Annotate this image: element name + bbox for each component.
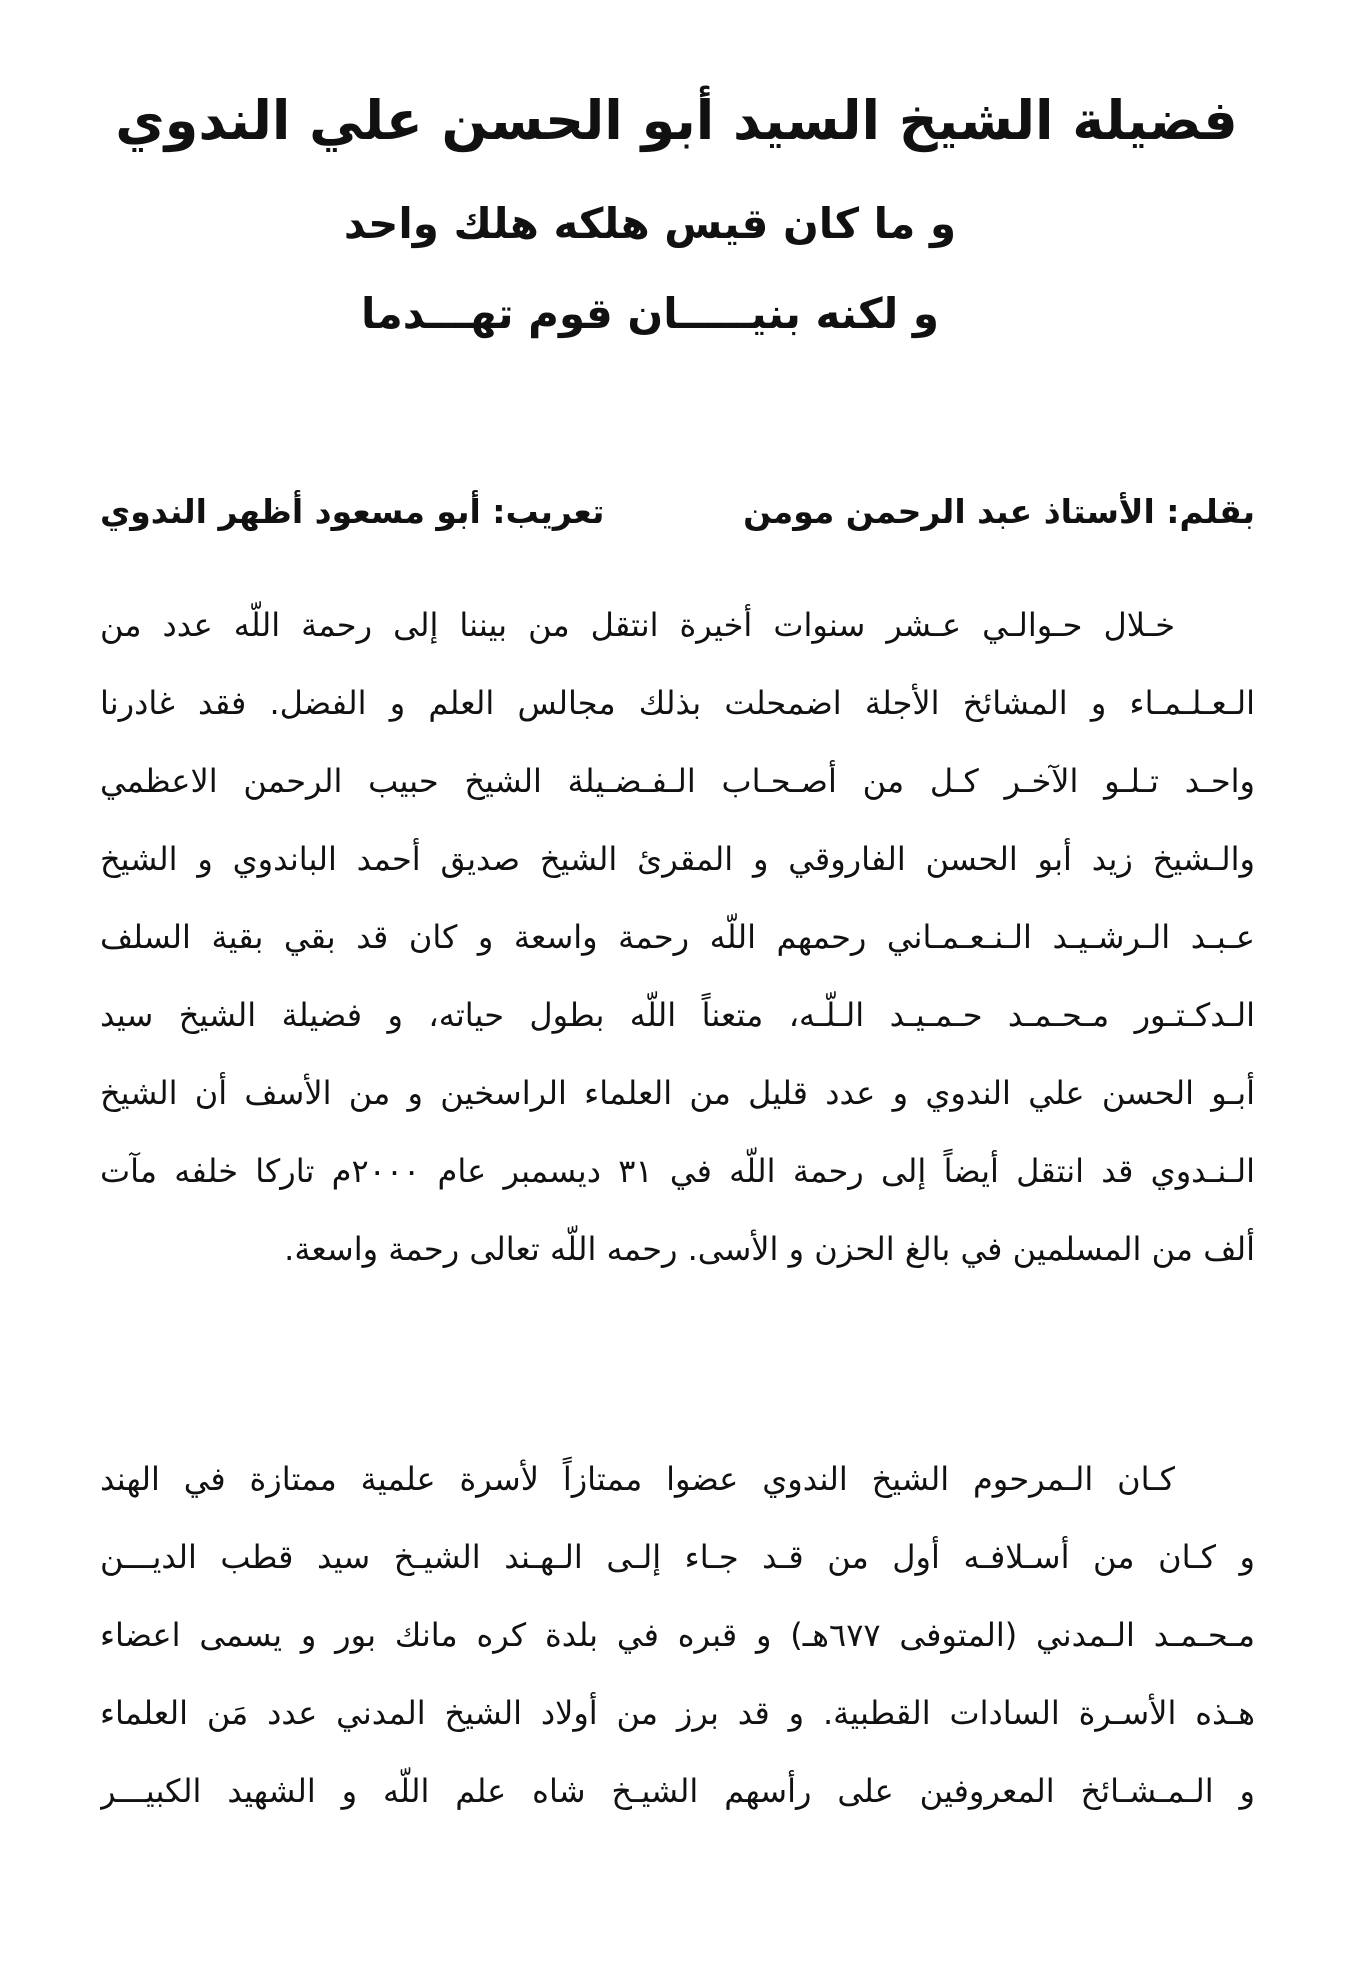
byline <box>100 488 1255 536</box>
author-credit: بقلم: الأستاذ عبد الرحمن مومن <box>743 492 1255 531</box>
paragraph-line: واحـد تـلـو الآخـر كـل من أصـحـاب الـفـضـيلة الشيخ حبيب الرحمن الاعظمي <box>100 762 1255 800</box>
paragraph-line: والـشيخ زيد أبو الحسن الفاروقي و المقرئ الشيخ صديق أحمد الباندوي و الشيخ <box>100 840 1255 878</box>
paragraph-line: خـلال حـوالـي عـشر سنوات أخيرة انتقل من بيننا إلى رحمة اللّه عدد من <box>100 606 1175 644</box>
paragraph-line: الـنـدوي قد انتقل أيضاً إلى رحمة اللّه في ٣١ ديسمبر عام ٢٠٠٠م تاركا خلفه مآت <box>100 1152 1255 1190</box>
verse-line-2: و لكنه بنيـــــان قوم تهـــدما <box>360 289 940 338</box>
body-paragraph-2 <box>100 1440 1255 1830</box>
page-title: فضيلة الشيخ السيد أبو الحسن علي الندوي <box>115 89 1238 152</box>
paragraph-line: الـعـلـمـاء و المشائخ الأجلة اضمحلت بذلك مجالس العلم و الفضل. فقد غادرنا <box>100 684 1255 722</box>
paragraph-line: و الـمـشـائخ المعروفين على رأسهم الشيـخ شاه علم اللّه و الشهيد الكبيـــر <box>100 1772 1255 1810</box>
paragraph-line: أبـو الحسن علي الندوي و عدد قليل من العلماء الراسخين و من الأسف أن الشيخ <box>100 1074 1255 1112</box>
translator-credit: تعريب: أبو مسعود أظهر الندوي <box>100 492 605 531</box>
paragraph-line: عـبـد الـرشـيـد الـنـعـمـاني رحمهم اللّه رحمة واسعة و كان قد بقي بقية السلف <box>100 918 1255 956</box>
paragraph-line: كـان الـمرحوم الشيخ الندوي عضوا ممتازاً لأسرة علمية ممتازة في الهند <box>100 1460 1175 1498</box>
paragraph-line: ألف من المسلمين في بالغ الحزن و الأسى. رحمه اللّه تعالى رحمة واسعة. <box>284 1230 1255 1268</box>
paragraph-line: و كـان من أسـلافـه أول من قـد جـاء إلـى الـهـند الشيـخ سيد قطب الديـــن <box>100 1538 1255 1576</box>
paragraph-line: مـحـمـد الـمدني (المتوفى ٦٧٧هـ) و قبره في بلدة كره مانك بور و يسمى اعضاء <box>100 1616 1255 1654</box>
paragraph-line: هـذه الأسـرة السادات القطبية. و قد برز من أولاد الشيخ المدني عدد مَن العلماء <box>100 1694 1255 1732</box>
body-paragraph-1 <box>100 586 1255 1288</box>
verse-line-1: و ما كان قيس هلكه هلك واحد <box>343 199 957 248</box>
paragraph-line: الـدكـتـور مـحـمـد حـمـيـد الـلّـه، متعناً اللّه بطول حياته، و فضيلة الشيخ سيد <box>100 996 1255 1034</box>
